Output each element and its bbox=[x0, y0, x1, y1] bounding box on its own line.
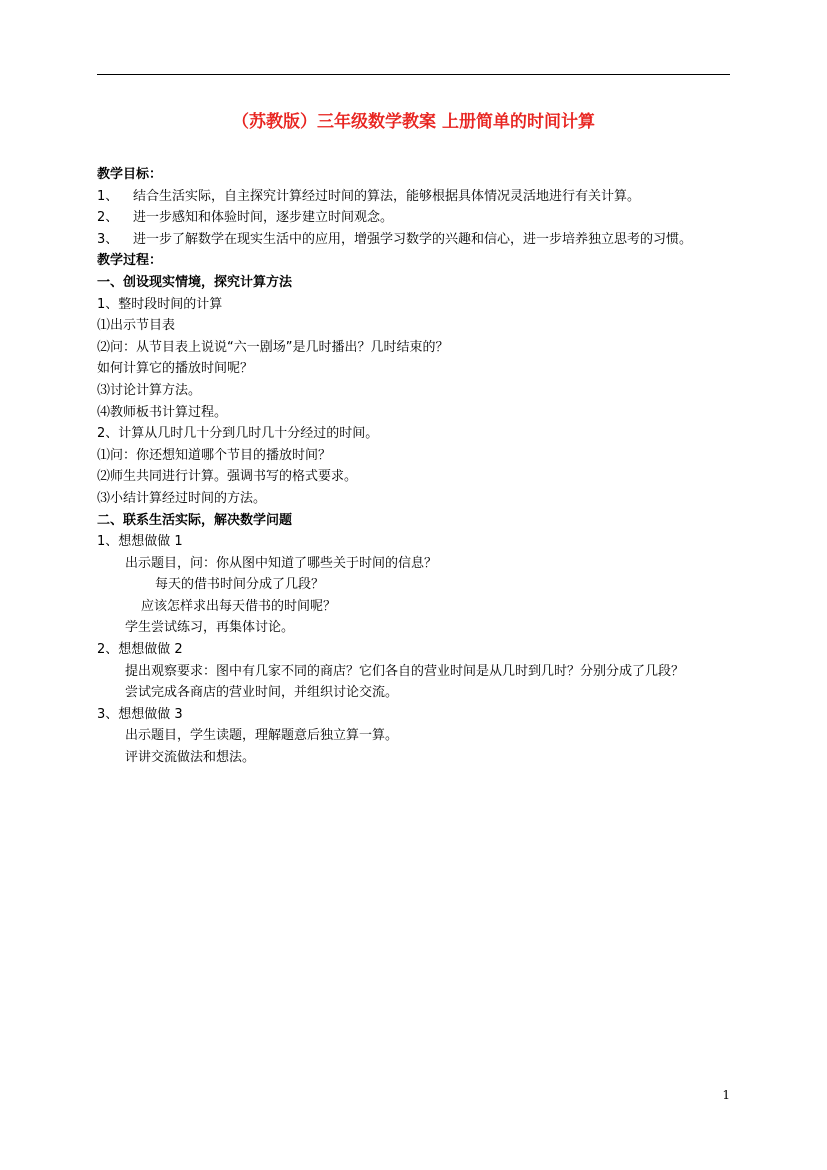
goal-item bbox=[97, 186, 730, 208]
goal-item bbox=[97, 207, 730, 229]
goal-number: 1、 bbox=[97, 188, 119, 204]
part1-heading: 一、创设现实情境，探究计算方法 bbox=[97, 274, 293, 290]
process-heading: 教学过程： bbox=[97, 253, 163, 269]
process-step: ⑵问：从节目表上说说“六一剧场”是几时播出？几时结束的？ bbox=[97, 339, 449, 355]
exercise-line: 学生尝试练习，再集体讨论。 bbox=[125, 620, 295, 636]
goals-heading: 教学目标： bbox=[97, 167, 163, 182]
process-step: ⑴问：你还想知道哪个节目的播放时间？ bbox=[97, 447, 332, 463]
exercise-line: 评讲交流做法和想法。 bbox=[125, 750, 256, 766]
document-body bbox=[97, 164, 730, 769]
process-step: ⑴出示节目表 bbox=[97, 318, 176, 334]
goal-text: 进一步感知和体验时间，逐步建立时间观念。 bbox=[133, 210, 394, 226]
exercise-title: 3、想想做做 3 bbox=[97, 706, 183, 722]
goal-text: 结合生活实际，自主探究计算经过时间的算法，能够根据具体情况灵活地进行有关计算。 bbox=[133, 188, 641, 204]
exercise-title: 2、想想做做 2 bbox=[97, 642, 183, 658]
page-number: 1 bbox=[722, 1088, 730, 1102]
document-title: （苏教版）三年级数学教案 上册简单的时间计算 bbox=[232, 112, 595, 132]
goal-number: 2、 bbox=[97, 210, 119, 226]
exercise-line: 每天的借书时间分成了几段？ bbox=[155, 577, 325, 593]
process-step: 2、计算从几时几十分到几时几十分经过的时间。 bbox=[97, 426, 379, 442]
exercise-line: 出示题目，学生读题，理解题意后独立算一算。 bbox=[125, 728, 399, 744]
process-step: ⑶小结计算经过时间的方法。 bbox=[97, 490, 267, 506]
exercise-line: 应该怎样求出每天借书的时间呢？ bbox=[141, 598, 337, 614]
exercise-line: 提出观察要求：图中有几家不同的商店？它们各自的营业时间是从几时到几时？分别分成了几段？ bbox=[125, 663, 685, 679]
process-step: 1、整时段时间的计算 bbox=[97, 296, 223, 312]
goal-number: 3、 bbox=[97, 231, 119, 247]
process-step: 如何计算它的播放时间呢？ bbox=[97, 361, 254, 377]
part2-heading: 二、联系生活实际，解决数学问题 bbox=[97, 512, 293, 528]
goal-text: 进一步了解数学在现实生活中的应用，增强学习数学的兴趣和信心，进一步培养独立思考的习惯。 bbox=[133, 231, 693, 247]
header-rule bbox=[97, 74, 730, 75]
exercise-title: 1、想想做做 1 bbox=[97, 534, 183, 550]
process-step: ⑶讨论计算方法。 bbox=[97, 382, 202, 398]
process-step: ⑵师生共同进行计算。强调书写的格式要求。 bbox=[97, 469, 358, 485]
goal-item bbox=[97, 229, 730, 251]
process-step: ⑷教师板书计算过程。 bbox=[97, 404, 228, 420]
exercise-line: 出示题目，问：你从图中知道了哪些关于时间的信息？ bbox=[125, 555, 438, 571]
exercise-line: 尝试完成各商店的营业时间，并组织讨论交流。 bbox=[125, 685, 399, 701]
